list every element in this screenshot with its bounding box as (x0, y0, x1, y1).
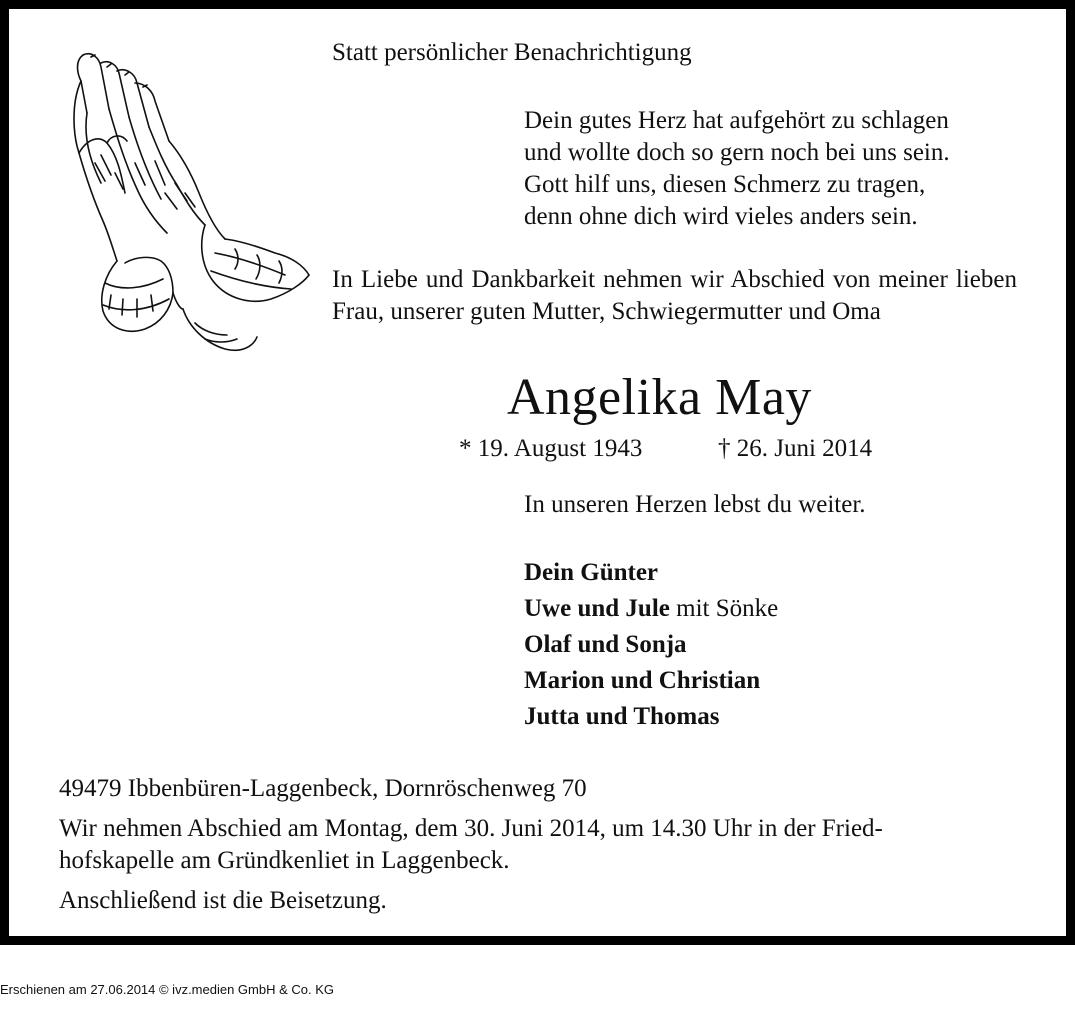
family-member (524, 663, 778, 699)
family-member-name: Uwe und Jule (524, 595, 670, 622)
poem-line: Gott hilf uns, diesen Schmerz zu tragen, (524, 171, 926, 198)
birth-date: * 19. August 1943 (459, 435, 643, 462)
address: 49479 Ibbenbüren-Laggenbeck, Dornröschenweg 70 (59, 775, 587, 802)
death-date: † 26. Juni 2014 (718, 435, 873, 462)
family-member-name: Jutta und Thomas (524, 703, 720, 730)
poem-line: denn ohne dich wird vieles anders sein. (524, 203, 918, 230)
family-member-name: Marion und Christian (524, 667, 761, 694)
header-text: Statt persönlicher Benachrichtigung (332, 39, 692, 66)
family-member (524, 699, 778, 735)
farewell-line-2: hofskapelle am Gründkenliet in Laggenbeck. (59, 847, 510, 874)
family-member-extra: mit Sönke (669, 595, 779, 622)
farewell-line-1: Wir nehmen Abschied am Montag, dem 30. Juni 2014, um 14.30 Uhr in der Fried- (59, 815, 883, 842)
intro-paragraph: In Liebe und Dankbarkeit nehmen wir Abschied von meiner lieben Frau, unserer guten Mutter, Schwiegermutter und Oma (332, 266, 1017, 325)
poem (524, 105, 950, 233)
family-member (524, 627, 778, 663)
family-member-name: Olaf und Sonja (524, 631, 687, 658)
deceased-name: Angelika May (507, 369, 812, 426)
family-member (524, 555, 778, 591)
praying-hands-icon (65, 43, 315, 361)
poem-line: und wollte doch so gern noch bei uns sein. (524, 139, 950, 166)
poem-line: Dein gutes Herz hat aufgehört zu schlagen (524, 107, 949, 134)
publication-credit: Erschienen am 27.06.2014 © ivz.medien GmbH & Co. KG (0, 982, 335, 997)
family-list (524, 555, 778, 735)
burial-note: Anschließend ist die Beisetzung. (59, 887, 387, 914)
family-member-name: Dein Günter (524, 559, 659, 586)
family-member (524, 591, 778, 627)
motto: In unseren Herzen lebst du weiter. (524, 491, 866, 518)
